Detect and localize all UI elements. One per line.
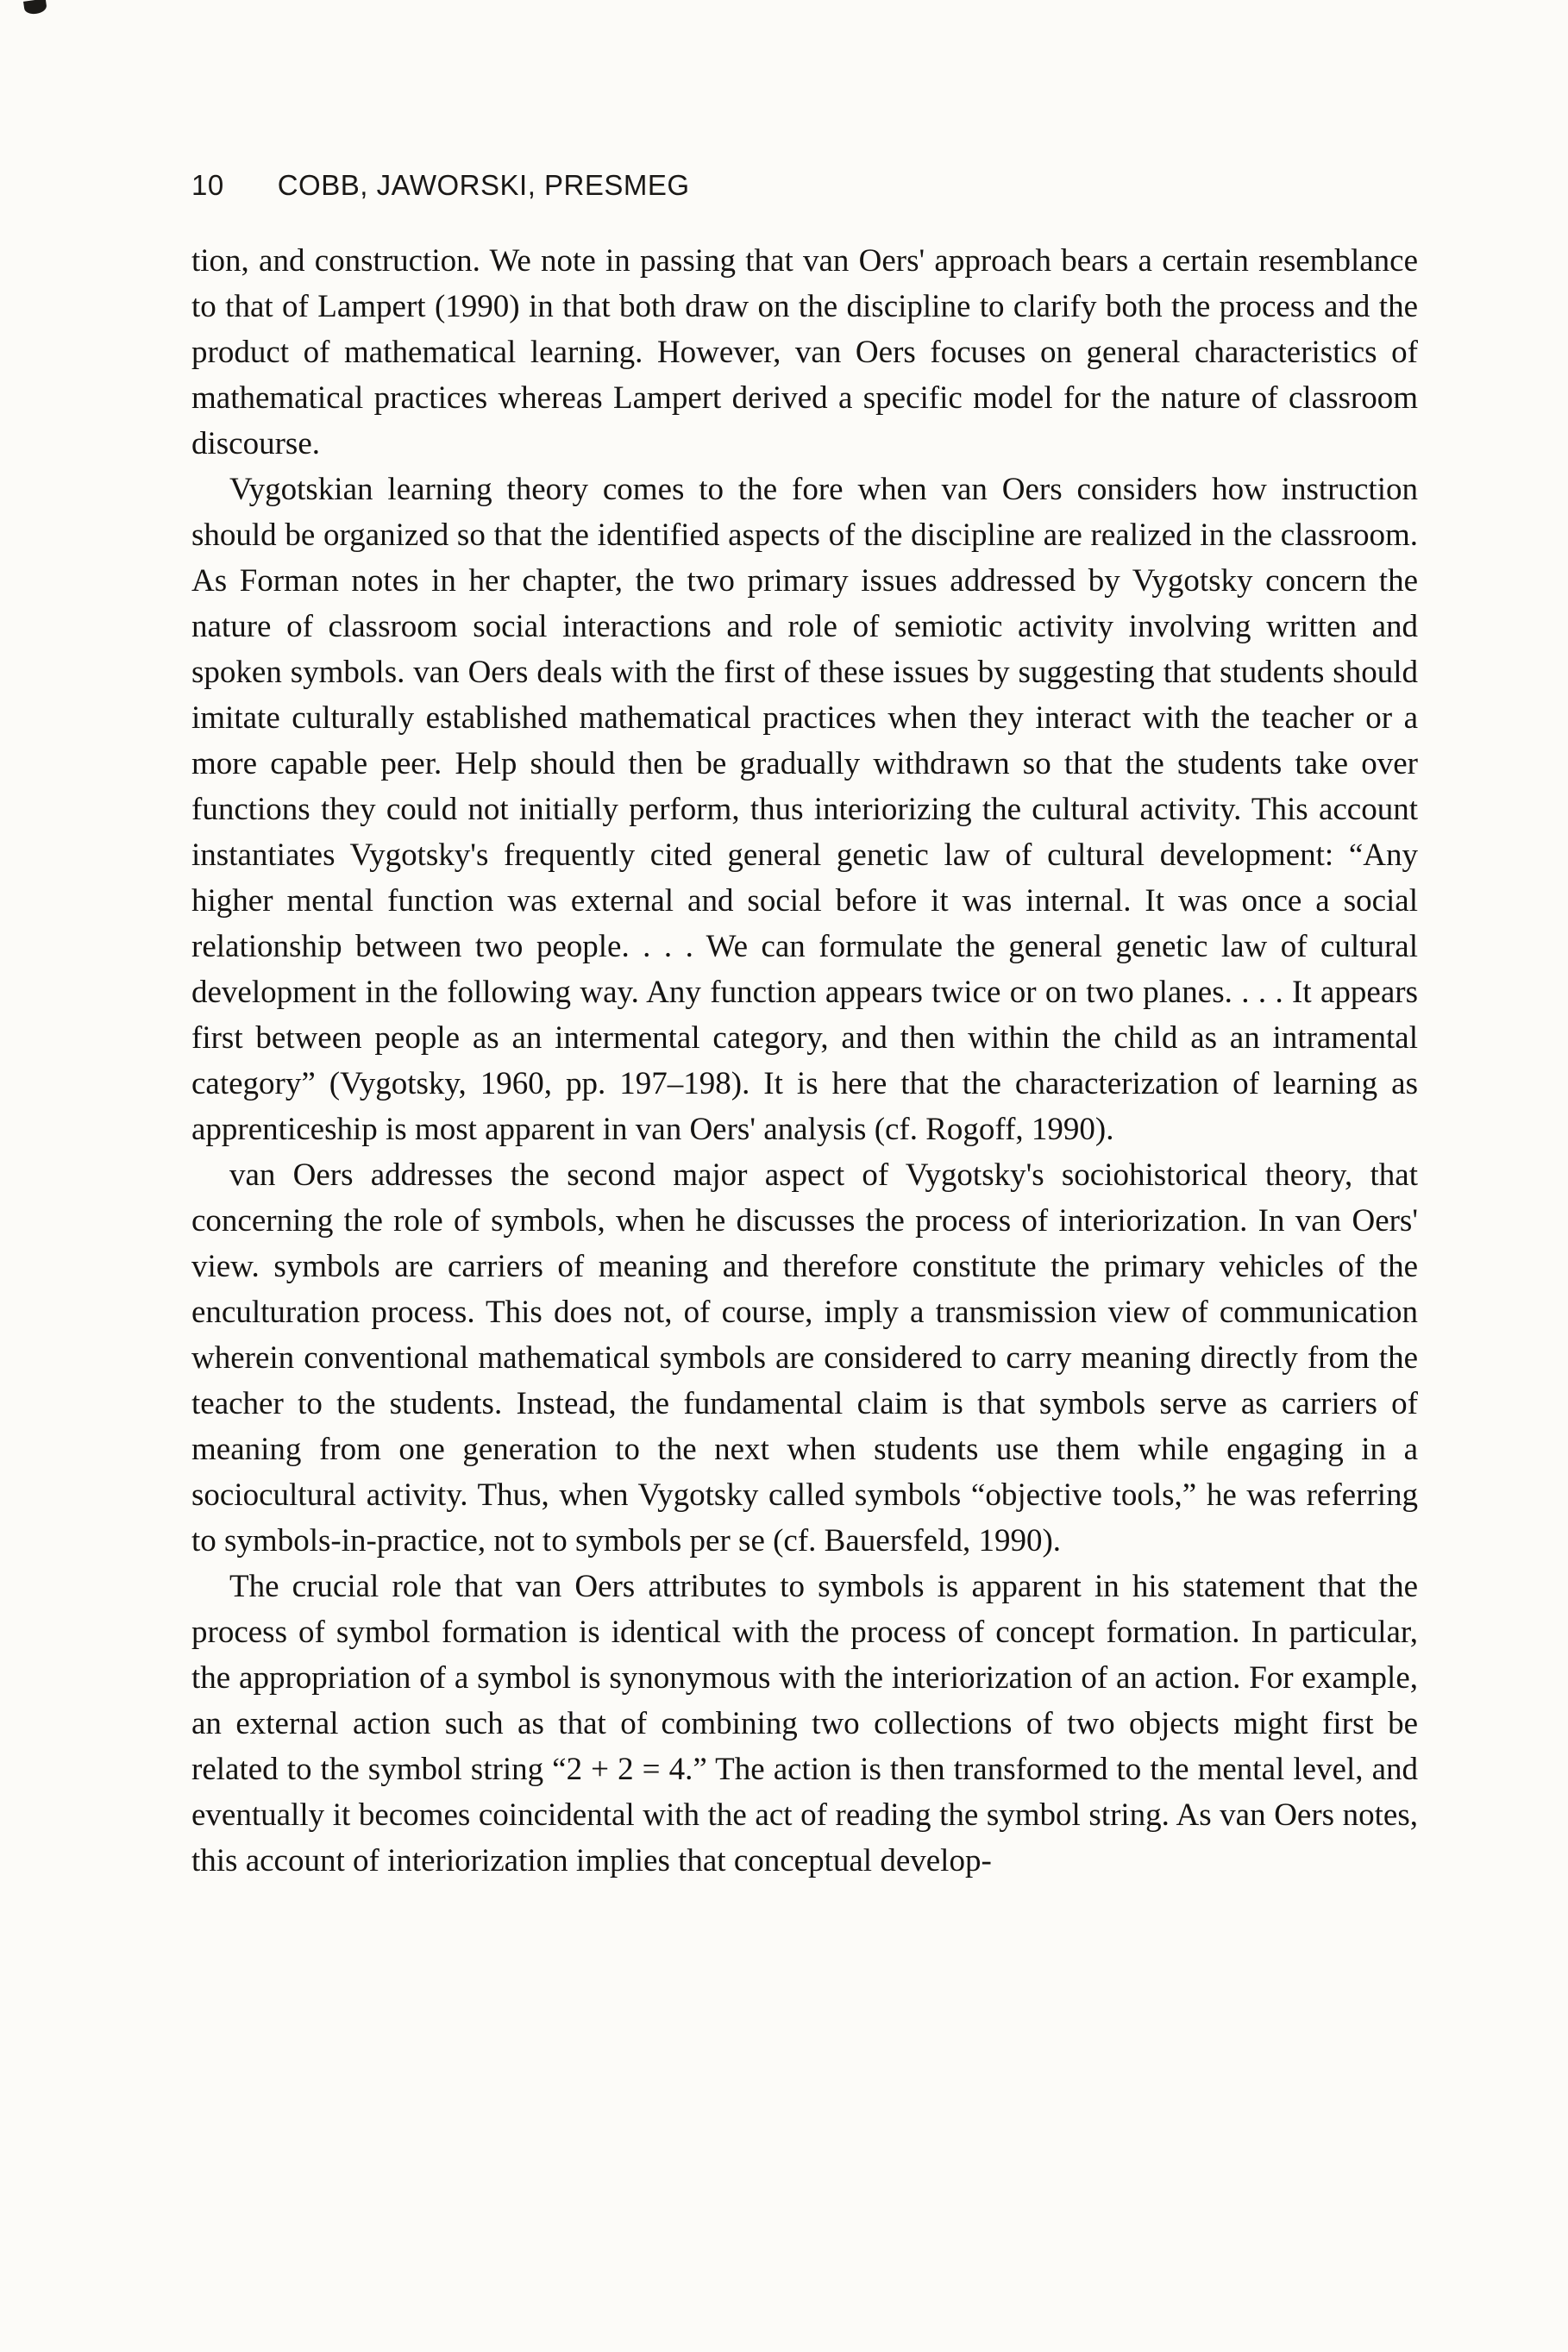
paragraph-1: tion, and construction. We note in passing that van Oers' approach bears a certain resemblance to that of Lampert (1990) in that both draw on the discipline to clarify both the process and the product of mathematical learning. However, van Oers focuses on general characteristics of mathematical practices whereas Lampert derived a specific model for the nature of classroom discourse. (191, 243, 1418, 461)
running-header (191, 169, 690, 202)
paragraph-3: van Oers addresses the second major aspect of Vygotsky's sociohistorical theory, that concerning the role of symbols, when he discusses the process of interiorization. In van Oers' view. symbols are carriers of meaning and therefore constitute the primary vehicles of the enculturation process. This does not, of course, imply a transmission view of communication wherein conventional mathematical symbols are considered to carry meaning directly from the teacher to the students. Instead, the fundamental claim is that symbols serve as carriers of meaning from one generation to the next when students use them while engaging in a sociocultural activity. Thus, when Vygotsky called symbols “objective tools,” he was referring to symbols-in-practice, not to symbols per se (cf. Bauersfeld, 1990). (191, 1157, 1418, 1559)
paragraph-2: Vygotskian learning theory comes to the fore when van Oers considers how instruction should be organized so that the identified aspects of the discipline are realized in the classroom. As Forman notes in her chapter, the two primary issues addressed by Vygotsky concern the nature of classroom social interactions and role of semiotic activity involving written and spoken symbols. van Oers deals with the first of these issues by suggesting that students should imitate culturally established mathematical practices when they interact with the teacher or a more capable peer. Help should then be gradually withdrawn so that the students take over functions they could not initially perform, thus interiorizing the cultural activity. This account instantiates Vygotsky's frequently cited general genetic law of cultural development: “Any higher mental function was external and social before it was internal. It was once a social relationship between two people. . . . We can formulate the general genetic law of cultural development in the following way. Any function appears twice or on two planes. . . . It appears first between people as an intermental category, and then within the child as an intramental category” (Vygotsky, 1960, pp. 197–198). It is here that the characterization of learning as apprenticeship is most apparent in van Oers' analysis (cf. Rogoff, 1990). (191, 472, 1418, 1147)
running-head-title: COBB, JAWORSKI, PRESMEG (277, 169, 690, 201)
page-body (191, 238, 1418, 1884)
scan-artifact (23, 0, 47, 16)
page-number: 10 (191, 169, 224, 201)
paragraph-4: The crucial role that van Oers attributes to symbols is apparent in his statement that the process of symbol formation is identical with the process of concept formation. In particular, the appropriation of a symbol is synonymous with the interiorization of an action. For example, an external action such as that of combining two collections of two objects might first be related to the symbol string “2 + 2 = 4.” The action is then transformed to the mental level, and eventually it becomes coincidental with the act of reading the symbol string. As van Oers notes, this account of interiorization implies that conceptual develop- (191, 1569, 1418, 1878)
